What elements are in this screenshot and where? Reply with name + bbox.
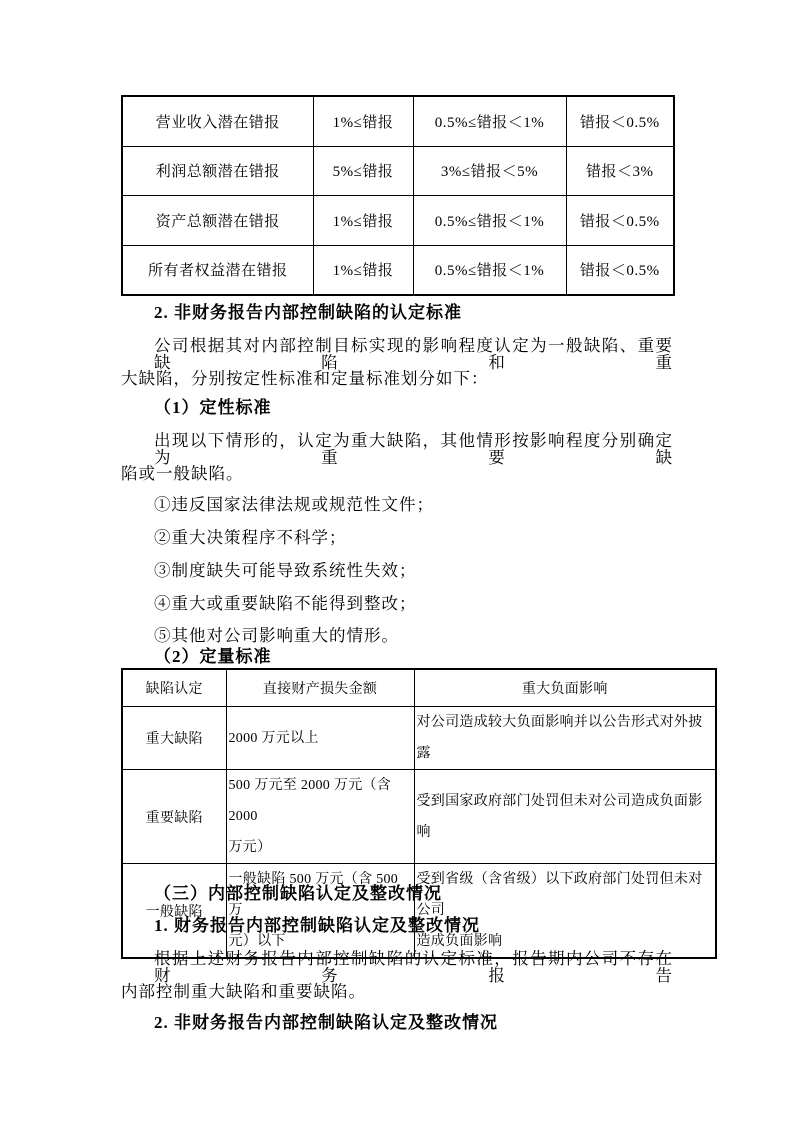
- column-header: 直接财产损失金额: [226, 669, 414, 707]
- table-cell: 错报＜0.5%: [566, 196, 674, 246]
- cell-line: 受到省级（含省级）以下政府部门处罚但未对公司: [416, 872, 703, 918]
- table-cell: 资产总额潜在错报: [122, 196, 313, 246]
- paragraph-line: 公司根据其对内部控制目标实现的影响程度认定为一般缺陷、重要缺陷和重: [154, 336, 673, 372]
- table-cell: 0.5%≤错报＜1%: [413, 245, 566, 295]
- table-cell: 利润总额潜在错报: [122, 146, 313, 196]
- cell-line: 受到国家政府部门处罚但未对公司造成负面影响: [416, 793, 703, 840]
- paragraph-line: 大缺陷，分别按定性标准和定量标准划分如下：: [121, 369, 489, 388]
- table-cell: 所有者权益潜在错报: [122, 245, 313, 295]
- cell-line: 一般缺陷 500 万元（含 500 万: [228, 872, 399, 918]
- table-cell: [414, 770, 716, 864]
- section-heading-defect-rectification: （三）内部控制缺陷认定及整改情况: [154, 884, 442, 903]
- table-cell: 错报＜0.5%: [566, 245, 674, 295]
- cell-line: 万元）: [228, 840, 272, 855]
- table-cell: [226, 864, 414, 959]
- table-row: [122, 245, 674, 295]
- table-cell: 营业收入潜在错报: [122, 96, 313, 146]
- table-row: [122, 770, 716, 864]
- table-row: [122, 146, 674, 196]
- paragraph-line: 根据上述财务报告内部控制缺陷的认定标准，报告期内公司不存在财务报告: [154, 949, 673, 985]
- list-item: ①违反国家法律法规或规范性文件；: [154, 495, 434, 514]
- column-header: 重大负面影响: [414, 669, 716, 707]
- cell-line: 2000 万元以上: [228, 730, 319, 746]
- table-cell: [414, 707, 716, 770]
- table-cell: 0.5%≤错报＜1%: [413, 196, 566, 246]
- paragraph-line: 陷或一般缺陷。: [121, 464, 244, 483]
- paragraph-line: 内部控制重大缺陷和重要缺陷。: [121, 982, 366, 1001]
- table-cell: 错报＜3%: [566, 146, 674, 196]
- table-row: [122, 196, 674, 246]
- table-cell: 1%≤错报: [313, 245, 413, 295]
- table-row: [122, 864, 716, 959]
- cell-line: 对公司造成较大负面影响并以公告形式对外披露: [416, 715, 703, 761]
- table-row: [122, 96, 674, 146]
- heading-financial-defect-rectification: 1. 财务报告内部控制缺陷认定及整改情况: [154, 916, 480, 935]
- table-cell: 1%≤错报: [313, 96, 413, 146]
- list-item: ③制度缺失可能导致系统性失效；: [154, 561, 417, 580]
- table-cell: [226, 770, 414, 864]
- table-cell: 3%≤错报＜5%: [413, 146, 566, 196]
- cell-line: 元）以下: [228, 934, 286, 949]
- cell-line: 造成负面影响: [416, 934, 503, 949]
- table-cell: [414, 864, 716, 959]
- paragraph-line: 出现以下情形的，认定为重大缺陷，其他情形按影响程度分别确定为重要缺: [154, 431, 673, 467]
- table-cell: 5%≤错报: [313, 146, 413, 196]
- heading-nonfinancial-defect-rectification: 2. 非财务报告内部控制缺陷认定及整改情况: [154, 1013, 498, 1032]
- heading-qualitative-standard: （1）定性标准: [154, 398, 272, 417]
- cell-line: 500 万元至 2000 万元（含 2000: [228, 778, 392, 824]
- table-cell: 重要缺陷: [122, 770, 226, 864]
- heading-quantitative-standard: （2）定量标准: [154, 647, 272, 666]
- table-header-row: [122, 669, 716, 707]
- list-item: ④重大或重要缺陷不能得到整改；: [154, 594, 417, 613]
- misstatement-threshold-table: [121, 95, 675, 296]
- table-cell: 一般缺陷: [122, 864, 226, 959]
- column-header: 缺陷认定: [122, 669, 226, 707]
- list-item: ⑤其他对公司影响重大的情形。: [154, 626, 399, 645]
- table-cell: 重大缺陷: [122, 707, 226, 770]
- table-cell: [226, 707, 414, 770]
- table-cell: 1%≤错报: [313, 196, 413, 246]
- section-heading-nonfinancial-criteria: 2. 非财务报告内部控制缺陷的认定标准: [154, 303, 462, 322]
- table-cell: 0.5%≤错报＜1%: [413, 96, 566, 146]
- list-item: ②重大决策程序不科学；: [154, 528, 347, 547]
- table-cell: 错报＜0.5%: [566, 96, 674, 146]
- table-row: [122, 707, 716, 770]
